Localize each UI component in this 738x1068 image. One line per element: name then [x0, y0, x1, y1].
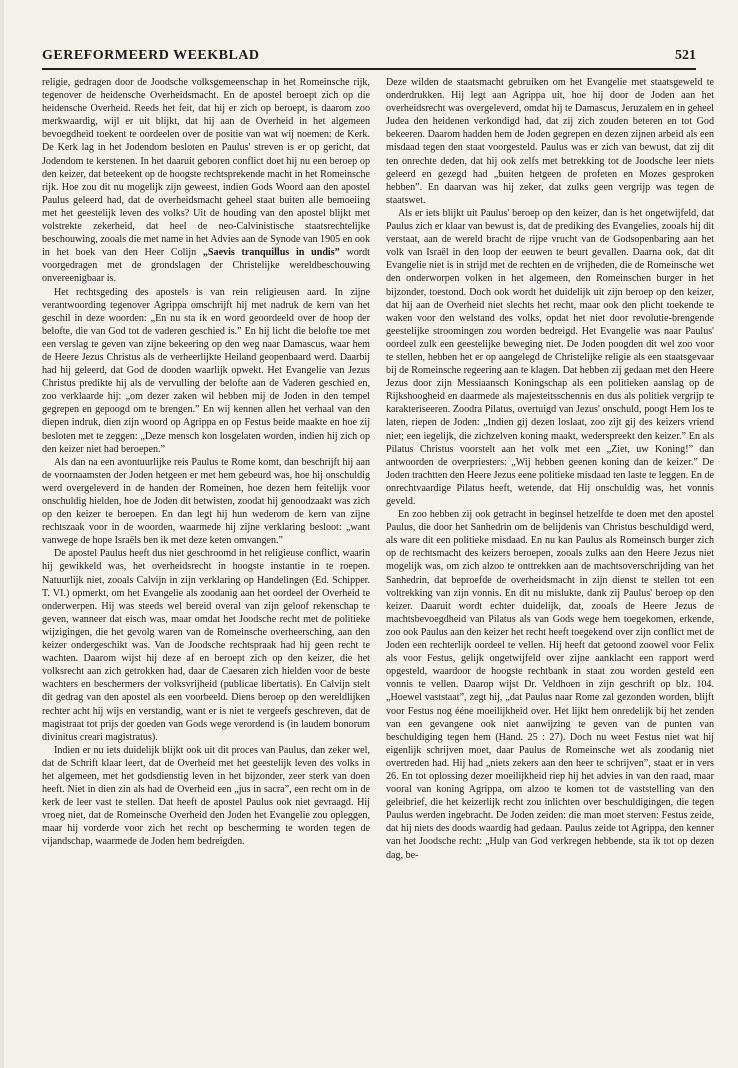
paragraph: De apostel Paulus heeft dus niet geschroomd in het religieuse conflict, waarin hij gewikkeld was, het overheidsrecht in hoogste instantie in te roepen. Natuurlijk niet, zooals Calvijn in zijn verklaring op Handelingen (Ed. Schipper. T. VI.) opmerkt, om het Evangelie als zoodanig aan het oordeel der Overheid te onderwerpen. Hij was steeds wel bereid overal van zijn geloof rekenschap te geven, wanneer dat eisch was, maar omdat het Joodsche recht met de politieke wijzigingen, die het gevolg waren van de Romeinsche overheersching, aan den keizer ondergeschikt was. Van de Joodsche rechtspraak had hij geen recht te wachten. Daarom wijst hij deze af en beroept zich op den keizer, die het volksrecht aan zich getrokken had, daar de Caesaren zich hielden voor de beste wachters en beschermers der volksvrijheid (publicae libertatis). En Calvijn stelt dit gedrag van den apostel als een voorbeeld. Diens beroep op den wereldlijken rechter acht hij wijs en verstandig, want er is niet te vergeefs geschreven, dat de magistraat tot prijs der goeden van Gods wege verordend is (in laudem bonorum divinitus creari magistratus).	[42, 548, 370, 743]
paragraph: En zoo hebben zij ook getracht in beginsel hetzelfde te doen met den apostel Paulus, die door het Sanhedrin om de belijdenis van Christus beschuldigd werd, als ware dit een politieke misdaad. En nu kan Paulus als Romeinsch burger zich op de rechtsmacht des keizers beroepen, zooals zulks aan den Heere Jezus niet mogelijk was, om zich alzoo te onttrekken aan de machtsoverschrijding van het Sanhedrin, dat beproefde de overheidsmacht in zijn dienst te stellen tot een voltrekking van zijn vonnis. En dit nu mislukte, dank zij Paulus' beroep op den keizer. Daaruit wordt echter duidelijk, dat, zooals de Heere Jezus de machtsbevoegdheid van Pilatus als van Gods wege hem toegekomen, erkende, zoo ook Paulus aan den keizer het recht heeft toegekend over zijn conflict met de Joden een rechterlijk oordeel te vellen. Hij heeft dat getoond zoowel voor Felix als voor Festus, gelijk ongetwijfeld over zijne aanklacht een rapport werd opgesteld, waardoor de hoogste rechtbank in staat zou worden gesteld een vonnis te vellen. Daarop wijst Dr. Veldhoen in zijn geschrift op blz. 104. „Hoewel vaststaat”, zegt hij, „dat Paulus naar Rome zal gezonden worden, blijft voor Festus nog ééne moeilijkheid over. Het lijkt hem onredelijk bij het zenden van een gevangene ook niet aanwijzing te geven van de punten van beschuldiging tegen hem (Hand. 25 : 27). Doch nu weet Festus niet wat hij eigenlijk schrijven moet, daar Paulus de Romeinsche wet als zoodanig niet overtreden had. Hij had „niets zekers aan den heer te schrijven”, staat er in vers 26. En tot oplossing dezer moeilijkheid riep hij het advies in van den raad, maar vooral van koning Agrippa, om alzoo te komen tot de vaststelling van den geleibrief, die het keizerlijk recht zou inlichten over beschuldigingen, die tegen Paulus werden ingebracht. De Joden zeiden: die man moet sterven: Festus zeide, dat hij niets des doods waardig had gedaan. Paulus zeide tot Agrippa, den kenner van het Joodsche recht: „Hulp van God verkregen hebbende, sta ik tot op dezen dag, be-	[386, 509, 714, 861]
right-column	[386, 76, 714, 1056]
paragraph: Het rechtsgeding des apostels is van rein religieusen aard. In zijne verantwoording tegenover Agrippa omschrijft hij met nadruk de kern van het geschil in deze woorden: „En nu sta ik en word geoordeeld over de hoop der belofte, die van God tot de vaderen geschied is.” En hij licht die belofte toe met een verslag te geven van zijne bekeering op den weg naar Damascus, waar hem de Heere Jezus Christus als de verheerlijkte Heiland geopenbaard werd. Daarbij had hij geleerd, dat God de dooden waarlijk opwekt. Het Evangelie van Jezus Christus predikte hij als de vervulling der belofte aan de Vaderen geschied en, zoo verklaarde hij: „om dezer zaken wil hebben mij de Joden in den tempel gegrepen en gepoogd om te brengen.” En wij kennen allen het verhaal van den diepen indruk, dien zijn woord op Agrippa en op Festus beide maakte en hoe zij besloten met te zeggen: „Deze mensch kon losgelaten worden, indien hij zich op den keizer niet had beroepen.”	[42, 286, 370, 455]
paragraph: Als dan na een avontuurlijke reis Paulus te Rome komt, dan beschrijft hij aan de voornaamsten der Joden hetgeen er met hem gebeurd was, hoe hij onschuldig werd overgeleverd in de handen der Romeinen, hoe dezen hem feitelijk voor onschuldig hielden, hoe de Joden dit betwisten, zoodat hij genoodzaakt was zich op den keizer te beroepen. En dan legt hij hun wederom de kern van zijne rechtszaak voor in de woorden, waarmede hij zijne verklaring besloot: „want vanwege de hope Israëls ben ik met deze keten omvangen.”	[42, 456, 370, 547]
paragraph	[42, 76, 370, 286]
paragraph-text: wordt voorgedragen met de grondslagen der Christelijke wereldbeschouwing onvereenigbaar is.	[42, 247, 370, 285]
paragraph: Indien er nu iets duidelijk blijkt ook uit dit proces van Paulus, dan zeker wel, dat de Schrift klaar leert, dat de Overheid met het geestelijk leven des volks in het algemeen, met het godsdienstig leven in het bijzonder, zeer sterk van doen heeft. Niet in dien zin als had de Overheid een „jus in sacra”, een recht om in de kerk de leer vast te stellen. Dat heeft de apostel Paulus ook niet gevraagd. Hij vroeg niet, dat de Romeinsche Overheid den Joden het Evangelie zou opleggen, maar hij vorderde voor zich het recht op bescherming te worden tegen de vijandschap, waarmede de Joden hem bedreigden.	[42, 744, 370, 848]
book-title: „Saevis tranquillus in undis”	[202, 247, 340, 259]
publication-title: GEREFORMEERD WEEKBLAD	[42, 48, 260, 63]
paragraph-text: religie, gedragen door de Joodsche volksgemeenschap in het Romeinsche rijk, tegenover de heidensche Overheidsmacht. En de apostel beroept zich op die heidensche Overheid. Reeds het feit, dat hij er zich op beroept, is daarom zoo merkwaardig, wijl er uit blijkt, dat hij aan de Overheid in het algemeen bevoegdheid toekent te oordeelen over de positie van wat wij noemen: de Kerk. De Kerk lag in het Jodendom besloten en Paulus' streven is er op gericht, dat Jodendom te kerstenen. In het daaruit geboren conflict doet hij nu een beroep op den keizer, dat beteekent op de hoogste rechtsprekende macht in het Romeinsche rijk. Hoe zou dit nu mogelijk zijn geweest, indien Gods Woord aan den apostel Paulus geleerd had, dat de overheidsmacht geheel staat buiten alle bemoeiing met het geestelijk leven des volks? Uit de houding van den apostel blijkt met volstrekte zekerheid, dat heel de neo-Calvinistische staatsrechtelijke beschouwing, zooals die met name in het Advies aan de Synode van 1905 en ook in het boek van den Heer Colijn	[42, 77, 370, 259]
page-number: 521	[675, 48, 696, 63]
page-header	[42, 48, 696, 66]
page-edge	[0, 0, 4, 1068]
left-column	[42, 76, 370, 1056]
paragraph: Als er iets blijkt uit Paulus' beroep op den keizer, dan is het ongetwijfeld, dat Paulus zich er klaar van bewust is, dat de prediking des Evangelies, zooals hij dit verstaat, aan de wereld bracht de rijpe vrucht van de Godsopenbaring aan het volk van Israël in den loop der eeuwen te beurt gevallen. Daarna ook, dat dit Evangelie niet is in strijd met de rechten en de vrijheden, die de Romeinsche wet den onderworpen volken in het algemeen, den Romeinschen burger in het bijzonder, toestond. Doch ook wordt het duidelijk uit zijn beroep op den keizer, dat hij aan de Overheid niet slechts het recht, maar ook den plicht toekende te waken voor den welstand des volks, opdat het niet door revolutie-brengende geestelijke stroomingen zou worden bedreigd. Het Evangelie was naar Paulus' oordeel zulk een geestelijke beweging niet. De Joden poogden dit wel zoo voor te stellen, hebben het er op aangelegd de Christelijke religie als een staatsgevaar bij de Romeinsche regeering aan te klagen. Dat hebben zij gedaan met den Heere Jezus door zijn Messiaansch Koningschap als een politieken aanslag op de Rijkshoogheid en daarmede als majesteitsschennis en dus als politiek vergrijp te karakteriseeren. Zoodra Pilatus, overtuigd van Jezus' onschuld, poogt Hem los te laten, riepen de Joden: „Indien gij dezen loslaat, zoo zijt gij des keizers vriend niet; een iegelijk, die zichzelven koning maakt, wederspreekt den keizer.” En als Pilatus Christus voorstelt aan het volk met een „Ziet, uw Koning!” dan antwoorden de overpriesters: „Wij hebben geenen koning dan de keizer.” De Joden trachtten den Heere Jezus eene politieke misdaad ten laste te leggen. En de onrechtvaardige Pilatus heeft, wetende, dat Hij onschuldig was, het vonnis geveld.	[386, 207, 714, 507]
paragraph: Deze wilden de staatsmacht gebruiken om het Evangelie met staatsgeweld te onderdrukken. Hij legt aan Agrippa uit, hoe hij door de Joden aan het overheidsrecht was overgeleverd, omdat hij te Damascus, Jeruzalem en in geheel Judea den heidenen verkondigd had, dat zij zich zouden beteren en tot God bekeeren. Daarom hadden hem de Joden gegrepen en dezen zijnen arbeid als een misdaad tegen den staat voorgesteld. Paulus was er zich van bewust, dat zij dit ten onrechte deden, dat hij ook zelfs met betrekking tot de Joodsche leer niets geleerd en gezegd had „buiten hetgeen de profeten en Mozes gesproken hebben”. En daarvan was hij zeker, dat zulks geen vergrijp was tegen de staatswet.	[386, 77, 714, 206]
header-rule	[42, 68, 696, 70]
